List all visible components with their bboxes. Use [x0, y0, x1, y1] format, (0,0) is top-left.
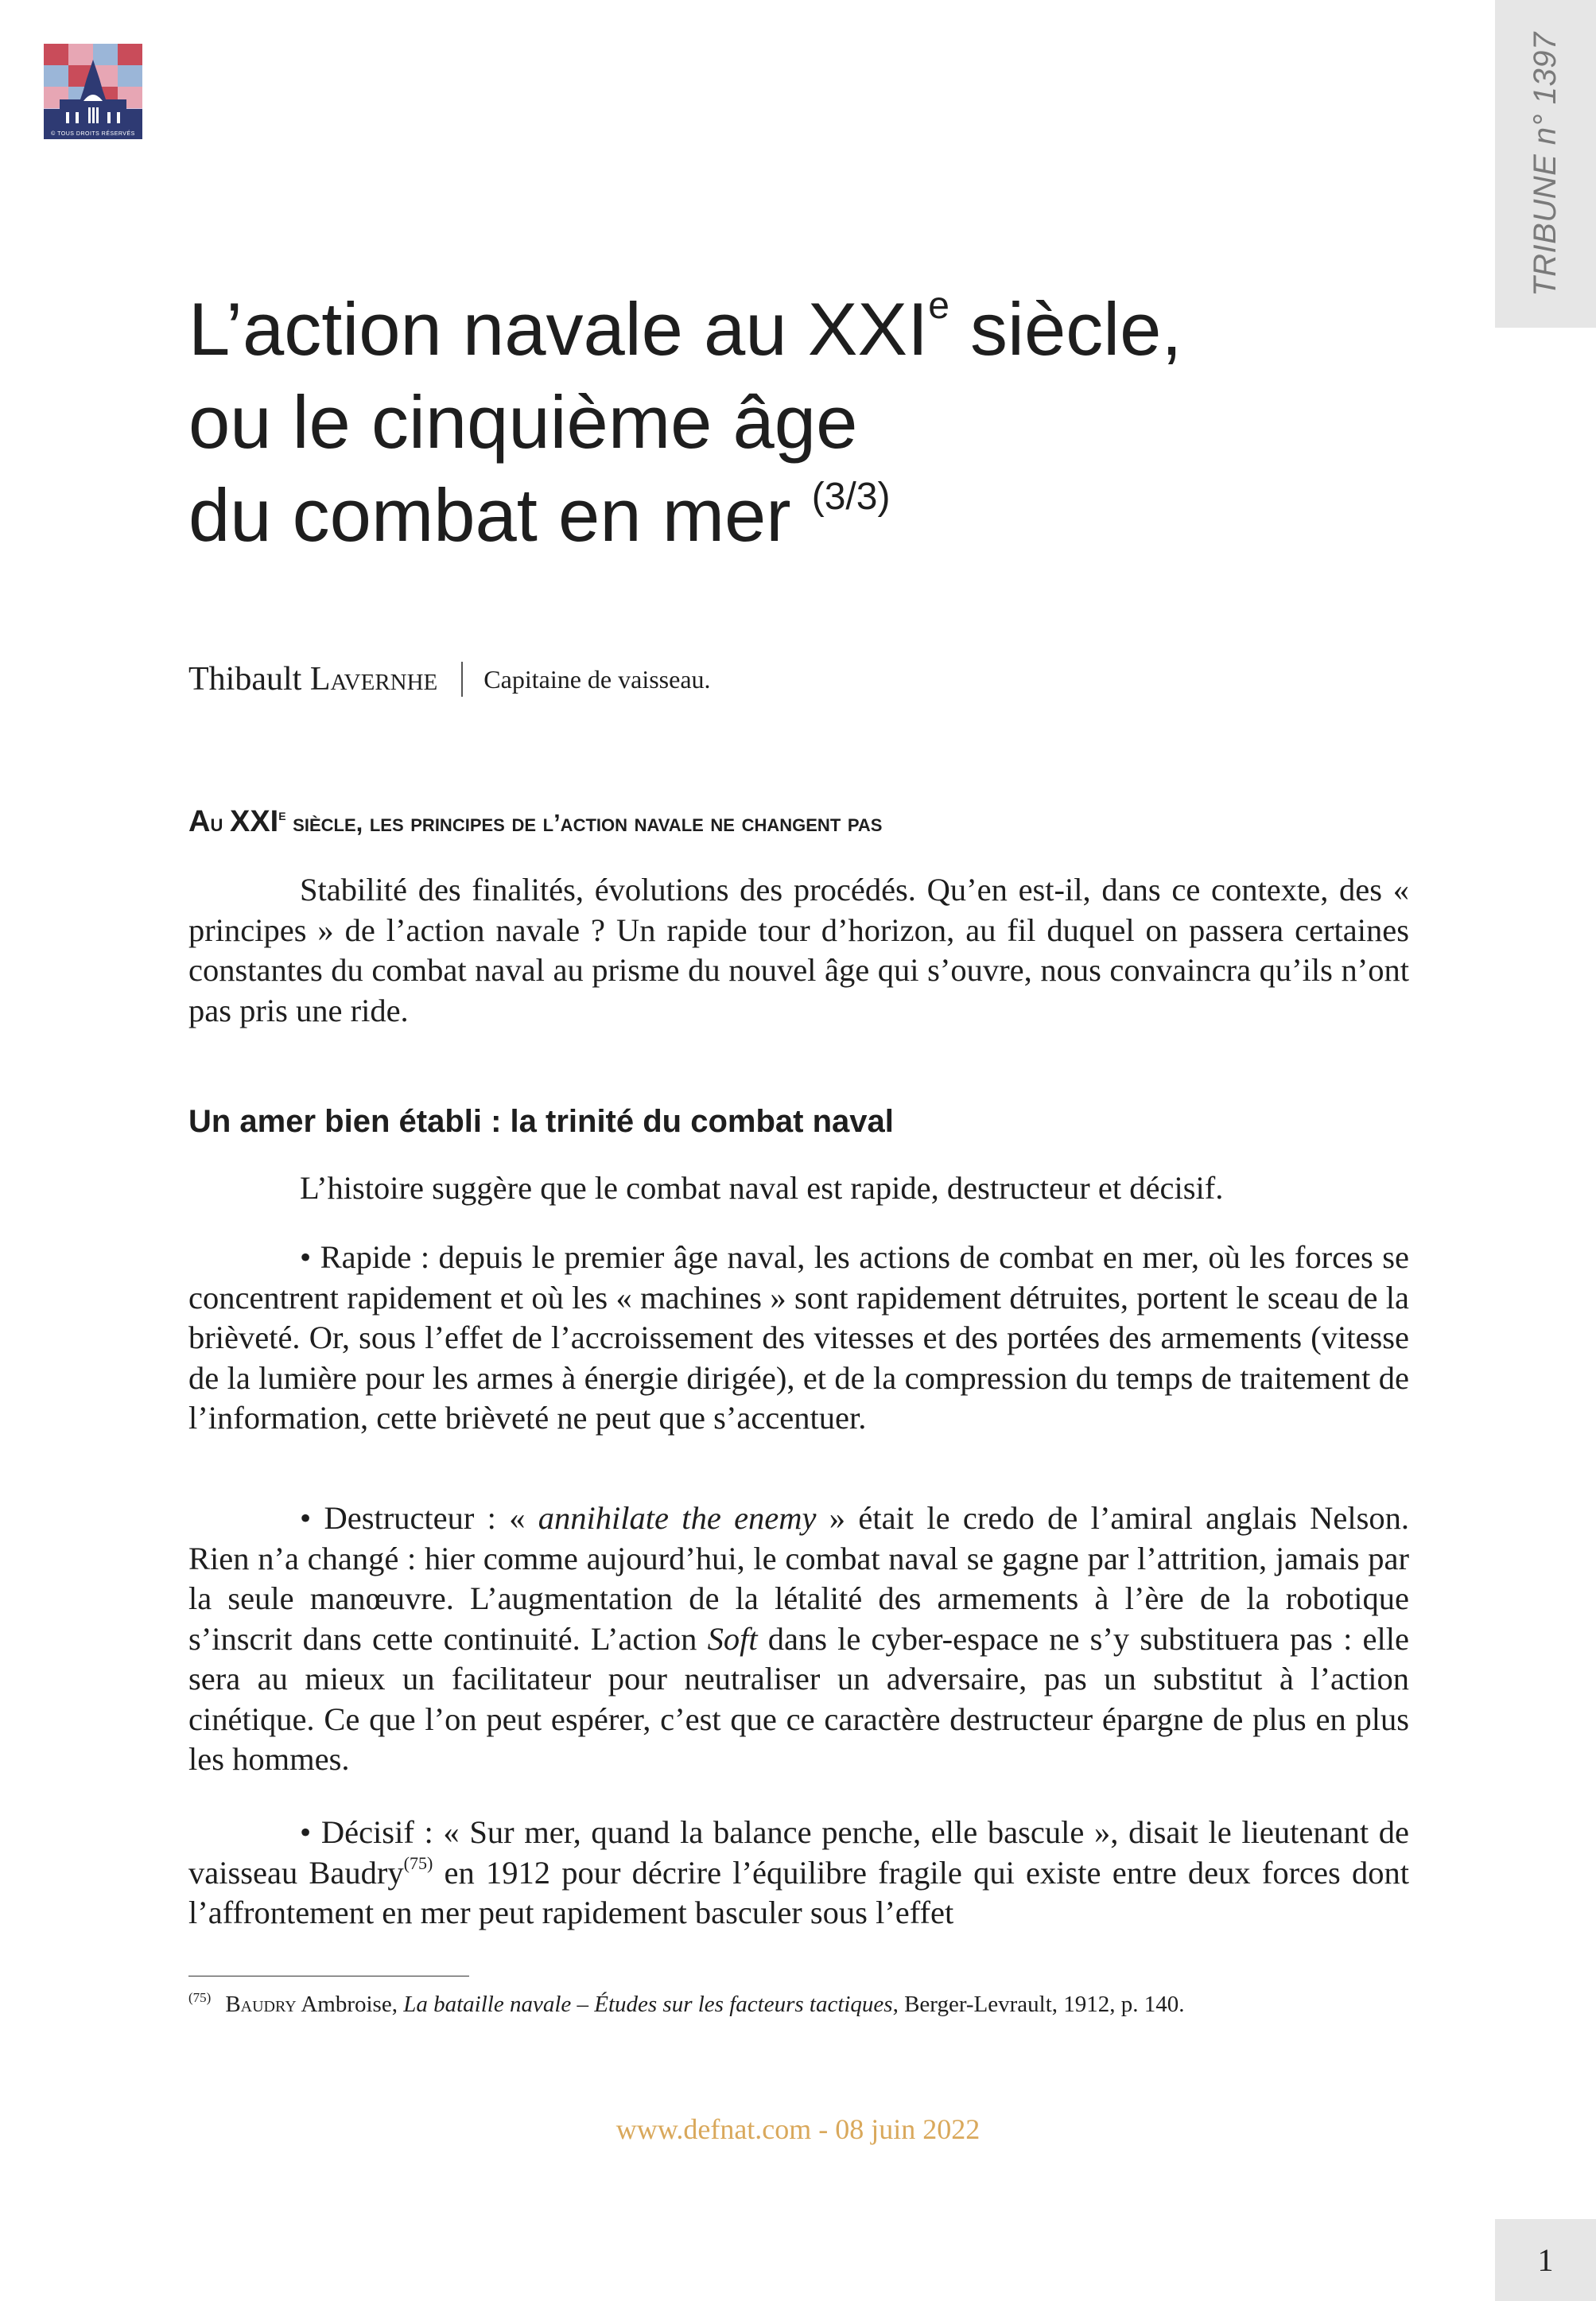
footnote-reference[interactable]: (75): [403, 1852, 433, 1873]
footer-url-date[interactable]: www.defnat.com - 08 juin 2022: [615, 2113, 981, 2145]
publisher-logo: [44, 44, 142, 139]
title-line-2: ou le cinquième âge: [188, 380, 858, 464]
section-heading: Au XXIe siècle, les principes de l’action navale ne changent pas: [188, 805, 883, 838]
subsection-intro: L’histoire suggère que le combat naval est rapide, destructeur et décisif.: [300, 1170, 1224, 1206]
author-separator: [461, 662, 463, 697]
sidebar-label: [1495, 0, 1596, 328]
bullet-destructeur: • Destructeur : « annihilate the enemy » était le credo de l’amiral anglais Nelson. Rien n’a changé : hier comme aujourd’hui, le combat naval se gagne par l’attrition, jamais par la seule manœuvre. L’augmentation de la létalité des armements à l’ère de la robotique s’inscrit dans cette continuité. L’action Soft dans le cyber-espace ne s’y substituera pas : elle sera au mieux un facilitateur pour neutraliser un adversaire, pas un substitut à l’action cinétique. Ce que l’on peut espérer, c’est que ce caractère destructeur épargne de plus en plus les hommes.: [188, 1500, 1409, 1777]
bullet-decisif: • Décisif : « Sur mer, quand la balance penche, elle bascule », disait le lieutenant de vaisseau Baudry$^{(75)}$ en 1912 pour décrire l’équilibre fragile qui existe entre deux forces dont l’affrontement en mer peut rapidement basculer sous l’effet: [188, 1814, 1409, 1930]
footnote-marker: (75): [188, 1990, 212, 2005]
footnote: $^{(75)}$ Baudry Ambroise, La bataille navale – Études sur les facteurs tactiques, Berger-Levrault, 1912, p. 140.: [188, 1990, 1185, 2017]
author-block: [188, 660, 711, 698]
logo-caption: © TOUS DROITS RÉSERVÉS: [44, 130, 142, 139]
bullet-rapide: • Rapide : depuis le premier âge naval, les actions de combat en mer, où les forces se concentrent rapidement et où les « machines » sont rapidement détruites, portent le sceau de la brièveté. Or, sous l’effet de l’accroissement des vitesses et des portées des armements (vitesse de la lumière pour les armes à énergie dirigée), et de la compression du temps de traitement de l’information, cette brièveté ne peut que s’accentuer.: [188, 1239, 1409, 1436]
title-line-3: du combat en mer $^{(3/3)}$: [188, 473, 891, 557]
author-name: Thibault Lavernhe: [188, 661, 438, 698]
title-superscript: e: [928, 285, 949, 327]
page-number: 1: [1537, 2242, 1554, 2278]
author-role: Capitaine de vaisseau.: [483, 664, 711, 694]
section-paragraph: Stabilité des finalités, évolutions des procédés. Qu’en est-il, dans ce contexte, des « principes » de l’action navale ? Un rapide tour d’horizon, au fil duquel on passera certaines constantes du combat naval au prisme du nouvel âge qui s’ouvre, nous convaincra qu’ils n’ont pas pris une ride.: [188, 872, 1409, 1028]
title-part: (3/3): [811, 476, 891, 518]
tribune-number: TRIBUNE n° 1397: [1528, 31, 1563, 297]
title-line-1: L’action navale au XXIe siècle,: [188, 285, 1182, 371]
page-title: [188, 282, 1381, 562]
subsection-heading: Un amer bien établi : la trinité du combat naval: [188, 1104, 894, 1139]
